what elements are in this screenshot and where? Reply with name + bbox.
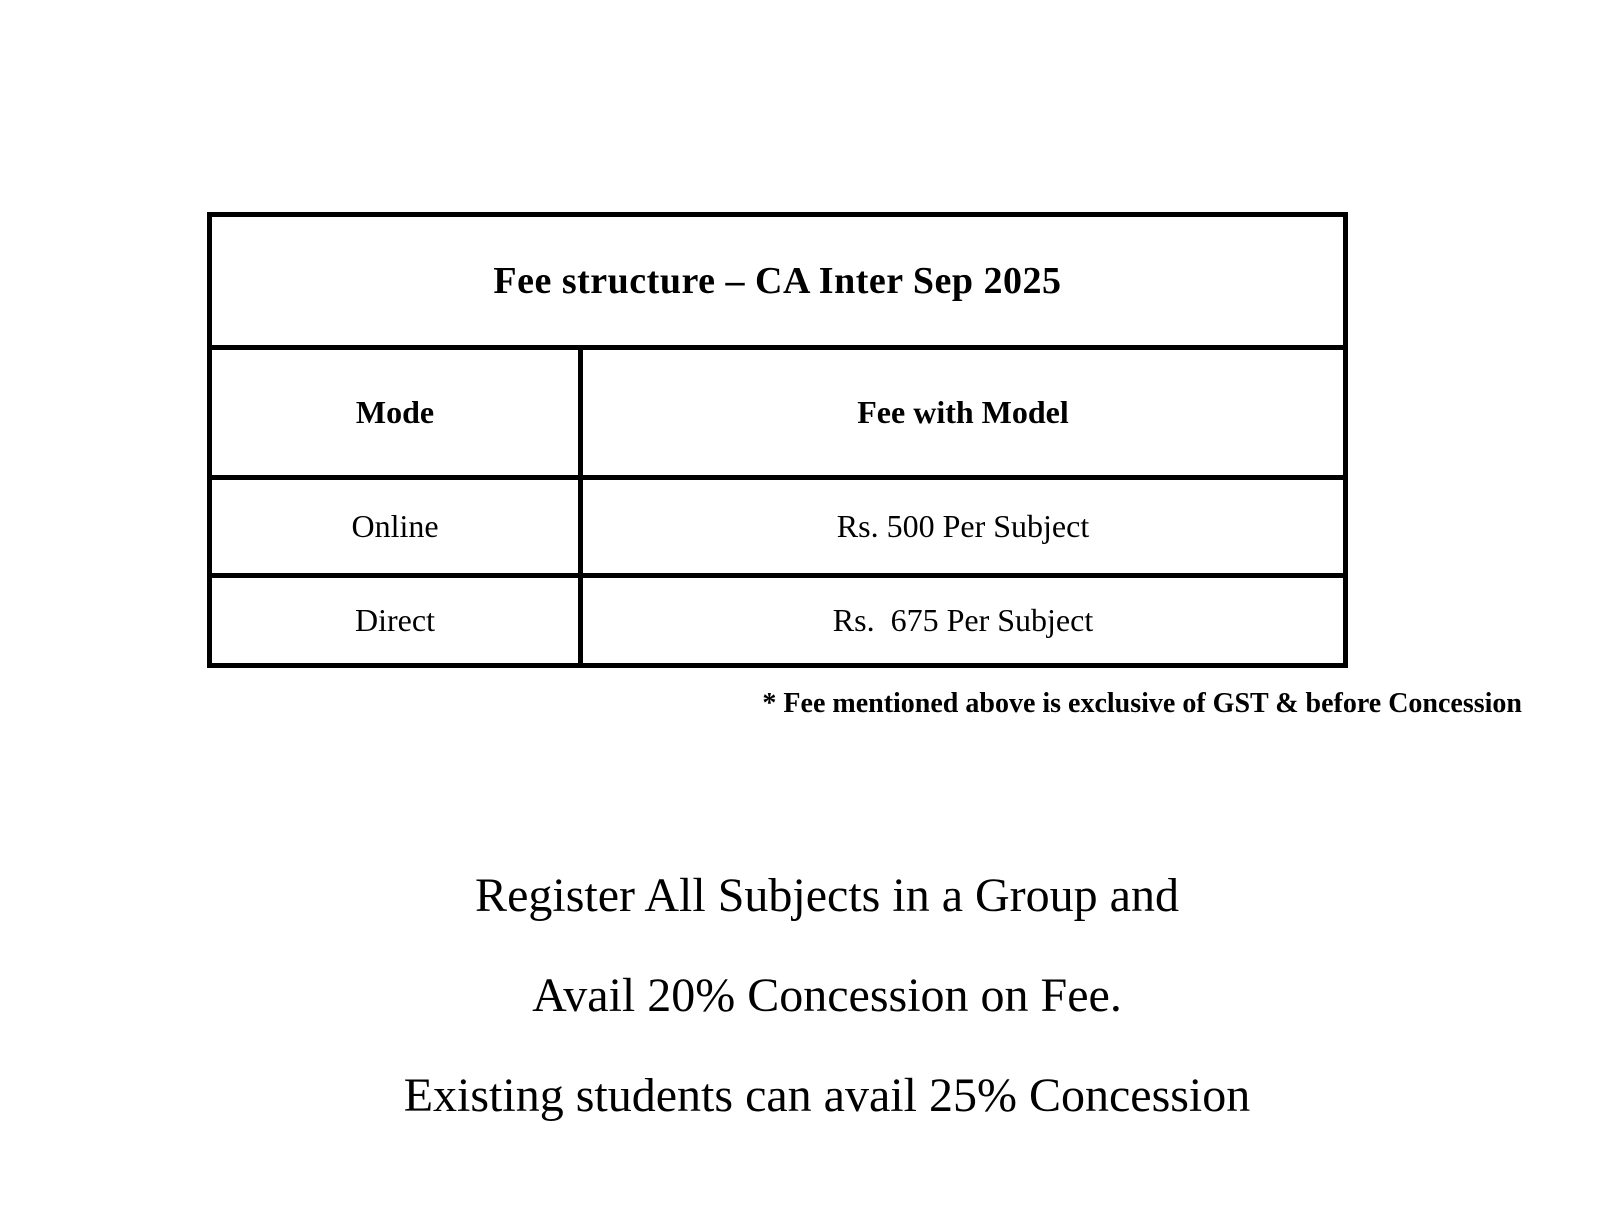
mode-cell: Direct (212, 578, 583, 663)
table-title-row (212, 217, 1343, 350)
column-header-fee: Fee with Model (857, 394, 1069, 430)
mode-cell: Online (212, 480, 583, 573)
fee-cell: Rs. 675 Per Subject (832, 602, 1094, 638)
promo-line: Existing students can avail 25% Concession (403, 1069, 1251, 1122)
table-row-online (212, 480, 1343, 578)
column-header-mode: Mode (212, 350, 583, 475)
concession-promo-block (54, 846, 1600, 1146)
fee-cell: Rs. 500 Per Subject (836, 508, 1090, 544)
gst-footnote: * Fee mentioned above is exclusive of GST & before Concession (762, 688, 1522, 719)
table-row-direct (212, 578, 1343, 663)
table-title: Fee structure – CA Inter Sep 2025 (493, 260, 1062, 302)
promo-line: Register All Subjects in a Group and (475, 869, 1179, 922)
fee-structure-table (207, 212, 1348, 668)
table-header-row (212, 350, 1343, 480)
promo-line: Avail 20% Concession on Fee. (532, 969, 1122, 1022)
